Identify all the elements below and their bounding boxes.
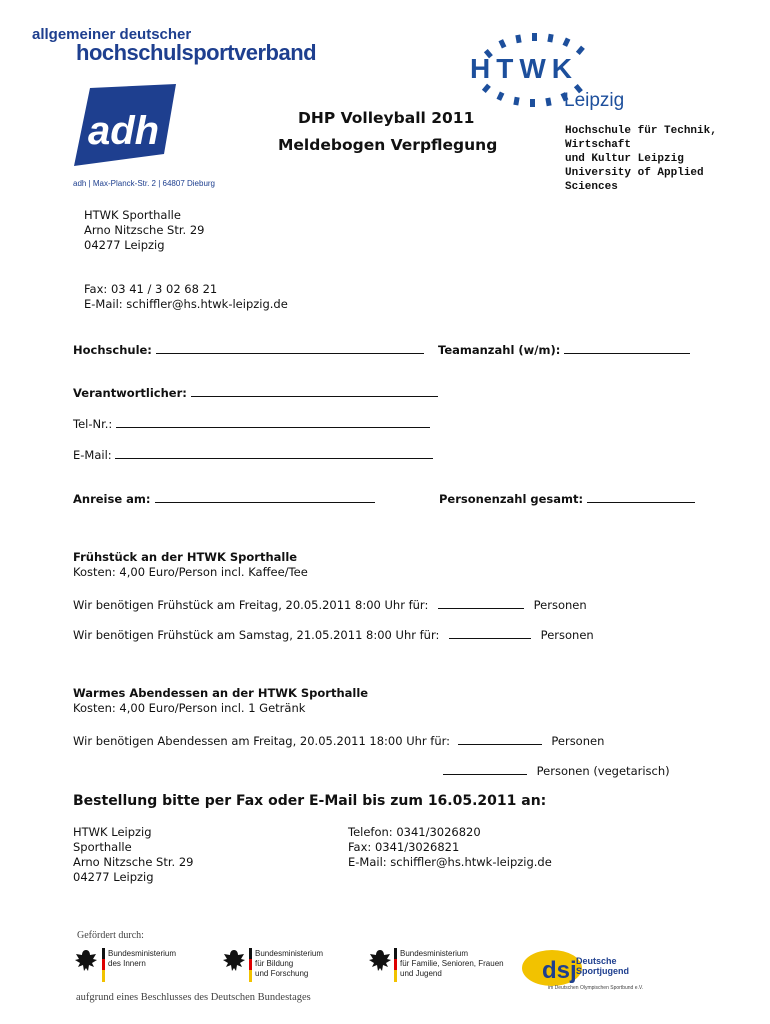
- anreise-field[interactable]: Anreise am:: [73, 490, 375, 507]
- adh-name-line1: allgemeiner deutscher: [32, 26, 192, 43]
- bestellung-heading: Bestellung bitte per Fax oder E-Mail bis zum 16.05.2011 an:: [73, 793, 547, 809]
- flag-stripe: [102, 948, 105, 982]
- teamanzahl-input-line[interactable]: [564, 341, 690, 354]
- document-title: DHP Volleyball 2011: [298, 109, 475, 127]
- bundesadler-icon: [368, 948, 392, 974]
- flag-stripe: [394, 948, 397, 982]
- dsj-subtext: im Deutschen Olympischen Sportbund e.V.: [548, 985, 644, 991]
- bestellung-address: HTWK Leipzig Sporthalle Arno Nitzsche Str. 29 04277 Leipzig: [73, 825, 194, 884]
- abendessen-cost: Kosten: 4,00 Euro/Person incl. 1 Getränk: [73, 701, 306, 715]
- recipient-contact: Fax: 03 41 / 3 02 68 21 E-Mail: schiffler@hs.htwk-leipzig.de: [84, 282, 288, 311]
- abendessen-freitag-row: Wir benötigen Abendessen am Freitag, 20.05.2011 18:00 Uhr für: Personen: [73, 734, 605, 748]
- svg-text:HTWK: HTWK: [470, 53, 578, 84]
- fruehstueck-samstag-row: Wir benötigen Frühstück am Samstag, 21.05.2011 8:00 Uhr für: Personen: [73, 628, 594, 642]
- fruehstueck-samstag-input-line[interactable]: [449, 626, 531, 639]
- hochschule-field[interactable]: Hochschule:: [73, 341, 424, 358]
- adh-address: adh | Max-Planck-Str. 2 | 64807 Dieburg: [73, 179, 216, 188]
- bundesadler-icon: [74, 948, 98, 974]
- teamanzahl-field[interactable]: Teamanzahl (w/m):: [438, 341, 690, 358]
- email-field[interactable]: E-Mail:: [73, 446, 433, 463]
- abendessen-freitag-input-line[interactable]: [458, 732, 542, 745]
- fruehstueck-freitag-row: Wir benötigen Frühstück am Freitag, 20.05.2011 8:00 Uhr für: Personen: [73, 598, 587, 612]
- anreise-input-line[interactable]: [155, 490, 375, 503]
- adh-logo: [72, 84, 178, 170]
- flag-stripe: [249, 948, 252, 982]
- verantwortlicher-input-line[interactable]: [191, 384, 438, 397]
- verantwortlicher-field[interactable]: Verantwortlicher:: [73, 384, 438, 401]
- hochschule-input-line[interactable]: [156, 341, 424, 354]
- beschluss-text: aufgrund eines Beschlusses des Deutschen Bundestages: [76, 992, 311, 1003]
- adh-name-line2: hochschulsportverband: [76, 40, 317, 65]
- tel-field[interactable]: Tel-Nr.:: [73, 415, 430, 432]
- gefoerdert-label: Gefördert durch:: [77, 930, 144, 941]
- svg-text:adh: adh: [88, 109, 160, 153]
- bundesadler-icon: [222, 948, 246, 974]
- htwk-description: Hochschule für Technik, Wirtschaft und Kultur Leipzig University of Applied Sciences: [565, 125, 717, 193]
- dsj-text: Deutsche Sportjugend: [576, 956, 629, 976]
- abendessen-vegetarisch-input-line[interactable]: [443, 762, 527, 775]
- tel-input-line[interactable]: [116, 415, 430, 428]
- abendessen-heading: Warmes Abendessen an der HTWK Sporthalle: [73, 686, 369, 700]
- svg-text:Leipzig: Leipzig: [564, 90, 625, 110]
- abendessen-vegetarisch-row: Personen (vegetarisch): [443, 762, 670, 779]
- personenzahl-field[interactable]: Personenzahl gesamt:: [439, 490, 695, 507]
- recipient-address: HTWK Sporthalle Arno Nitzsche Str. 29 04277 Leipzig: [84, 208, 205, 252]
- email-input-line[interactable]: [115, 446, 433, 459]
- fruehstueck-cost: Kosten: 4,00 Euro/Person incl. Kaffee/Tee: [73, 565, 308, 579]
- bmi-label: Bundesministerium des Innern: [108, 949, 177, 968]
- document-subtitle: Meldebogen Verpflegung: [278, 136, 498, 154]
- bestellung-contact: Telefon: 0341/3026820 Fax: 0341/3026821 E-Mail: schiffler@hs.htwk-leipzig.de: [348, 825, 552, 869]
- htwk-logo: [466, 32, 636, 110]
- personenzahl-input-line[interactable]: [587, 490, 695, 503]
- bmbf-label: Bundesministerium für Bildung und Forschung: [255, 949, 324, 978]
- bmfsfj-label: Bundesministerium für Familie, Senioren, Frauen und Jugend: [400, 949, 504, 978]
- svg-text:dsj: dsj: [542, 957, 577, 984]
- fruehstueck-heading: Frühstück an der HTWK Sporthalle: [73, 550, 298, 564]
- fruehstueck-freitag-input-line[interactable]: [438, 596, 524, 609]
